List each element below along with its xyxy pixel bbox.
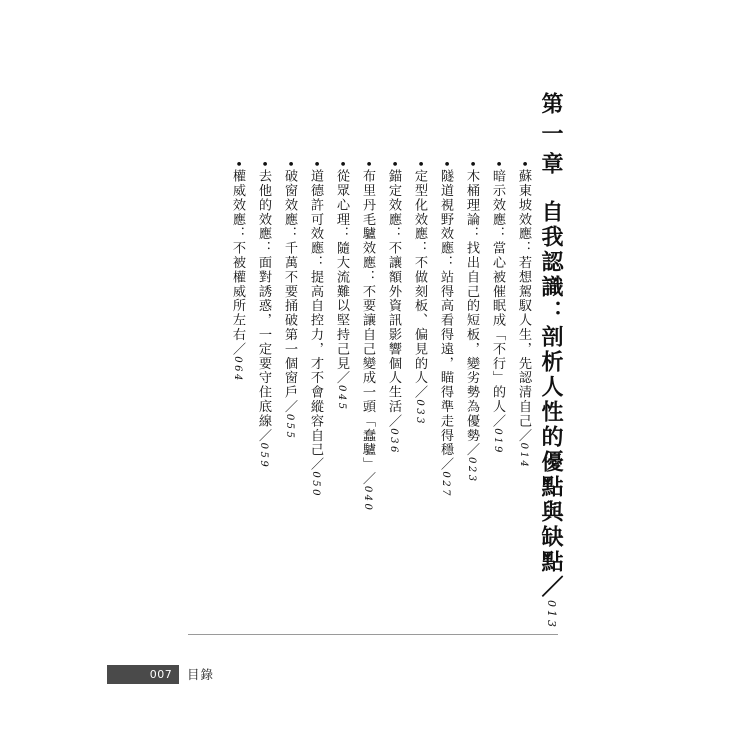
- entry-page-number: 064: [232, 356, 243, 383]
- entry-page-number: 055: [284, 413, 295, 441]
- entry-description: 不要讓自己變成一頭「蠢驢」: [360, 284, 375, 472]
- entry-colon: ：: [490, 226, 505, 241]
- toc-entry[interactable]: [356, 160, 378, 540]
- chapter-heading[interactable]: [534, 92, 568, 630]
- entry-title: 權威效應: [230, 168, 245, 227]
- bullet-icon: •: [282, 160, 297, 169]
- bullet-icon: •: [334, 160, 349, 169]
- footer-page-number: 007: [149, 668, 173, 681]
- entry-colon: ：: [516, 240, 531, 256]
- entry-colon: ：: [308, 255, 323, 270]
- entry-colon: ：: [256, 240, 271, 256]
- toc-entry[interactable]: [304, 160, 326, 540]
- entry-page-number: 023: [466, 457, 477, 484]
- entry-title: 隧道視野效應: [438, 168, 453, 256]
- entry-page-number: 040: [362, 485, 373, 513]
- bullet-icon: •: [412, 160, 427, 169]
- bullet-icon: •: [438, 160, 453, 169]
- entry-separator: ／: [308, 457, 323, 472]
- bottom-divider: [188, 634, 558, 635]
- entry-title: 木桶理論: [464, 168, 479, 227]
- toc-entry[interactable]: [512, 160, 534, 540]
- entry-colon: ：: [230, 226, 245, 241]
- toc-entry[interactable]: [460, 160, 482, 540]
- bullet-icon: •: [490, 160, 505, 169]
- toc-entry[interactable]: [408, 160, 430, 540]
- entry-colon: ：: [386, 226, 401, 241]
- entry-description: 不做刻板、偏見的人: [412, 255, 427, 385]
- entry-colon: ：: [412, 240, 427, 256]
- bullet-icon: •: [516, 160, 531, 169]
- entry-page-number: 045: [336, 385, 347, 412]
- bullet-icon: •: [256, 160, 271, 169]
- chapter-page-number: 013: [545, 600, 558, 630]
- entry-description: 面對誘惑，一定要守住底線: [256, 255, 271, 429]
- entry-title: 錨定效應: [386, 168, 401, 227]
- toc-entry[interactable]: [252, 160, 274, 540]
- entry-description: 若想駕馭人生，先認清自己: [516, 255, 531, 429]
- entry-separator: ／: [360, 471, 375, 486]
- footer-section-label: 目錄: [187, 667, 215, 682]
- entry-colon: ：: [438, 255, 453, 270]
- entry-page-number: 059: [258, 442, 269, 470]
- entry-title: 布里丹毛驢效應: [360, 168, 375, 270]
- entry-separator: ／: [490, 413, 505, 429]
- entry-separator: ／: [256, 428, 271, 443]
- entry-separator: ／: [334, 370, 349, 386]
- entry-description: 找出自己的短板，變劣勢為優勢: [464, 241, 479, 443]
- entry-page-number: 027: [440, 471, 451, 498]
- entry-separator: ／: [230, 341, 245, 357]
- toc-entry[interactable]: [382, 160, 404, 540]
- entry-description: 不被權威所左右: [230, 241, 245, 342]
- entry-colon: ：: [360, 269, 375, 285]
- entry-page-number: 019: [492, 428, 503, 455]
- entry-separator: ／: [516, 428, 531, 443]
- entry-colon: ：: [464, 226, 479, 241]
- bullet-icon: •: [464, 160, 479, 169]
- entry-page-number: 050: [310, 471, 321, 498]
- entry-separator: ／: [464, 442, 479, 458]
- entry-description: 千萬不要捅破第一個窗戶: [282, 241, 297, 400]
- chapter-separator: ／: [538, 575, 564, 600]
- entry-separator: ／: [386, 413, 401, 429]
- entry-separator: ／: [282, 399, 297, 414]
- entry-separator: ／: [412, 385, 427, 400]
- bullet-icon: •: [360, 160, 375, 169]
- bullet-icon: •: [308, 160, 323, 169]
- entry-description: 當心被催眠成「不行」的人: [490, 241, 505, 414]
- chapter-number: 第一章: [538, 92, 564, 182]
- entry-title: 蘇東坡效應: [516, 168, 531, 241]
- entry-title: 定型化效應: [412, 168, 427, 241]
- toc-entry[interactable]: [226, 160, 248, 540]
- entry-title: 道德許可效應: [308, 168, 323, 256]
- toc-entry[interactable]: [434, 160, 456, 540]
- toc-entry[interactable]: [486, 160, 508, 540]
- toc-entry[interactable]: [330, 160, 352, 540]
- entry-colon: ：: [334, 226, 349, 241]
- entry-page-number: 036: [388, 428, 399, 455]
- entry-title: 暗示效應: [490, 168, 505, 227]
- entry-page-number: 033: [414, 399, 425, 426]
- entry-separator: ／: [438, 457, 453, 472]
- entry-description: 隨大流難以堅持己見: [334, 241, 349, 371]
- entry-title: 從眾心理: [334, 168, 349, 227]
- bullet-icon: •: [386, 160, 401, 169]
- chapter-title: 自我認識：剖析人性的優點與缺點: [538, 200, 564, 575]
- entry-title: 去他的效應: [256, 168, 271, 241]
- bullet-icon: •: [230, 160, 245, 169]
- toc-entry[interactable]: [278, 160, 300, 540]
- entry-colon: ：: [282, 226, 297, 241]
- entry-description: 不讓額外資訊影響個人生活: [386, 241, 401, 414]
- entry-title: 破窗效應: [282, 168, 297, 227]
- entry-page-number: 014: [518, 442, 529, 470]
- entry-description: 提高自控力，才不會縱容自己: [308, 269, 323, 457]
- entry-description: 站得高看得遠，瞄得準走得穩: [438, 269, 453, 457]
